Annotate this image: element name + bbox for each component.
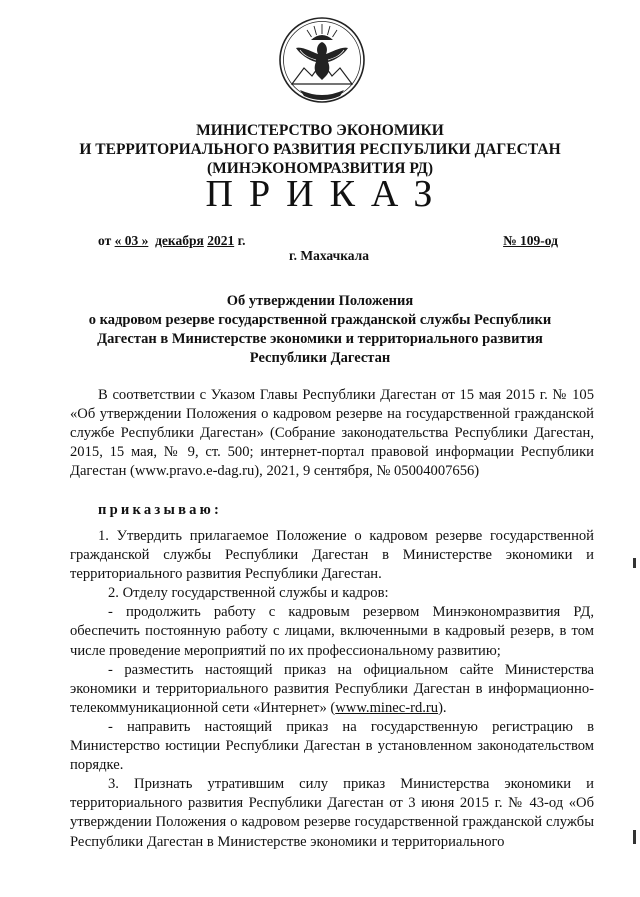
order-directive-word: приказываю: (98, 502, 223, 518)
item-2b-end: ). (438, 699, 447, 716)
item-2c: - направить настоящий приказ на государственную регистрацию в Министерство юстиции Республики Дагестан в установленном законодательством порядке. (70, 718, 594, 774)
order-date (98, 233, 246, 249)
preamble (70, 386, 594, 481)
scan-mark (633, 558, 636, 568)
document-title: ПРИКАЗ (205, 173, 449, 215)
item-2: 2. Отделу государственной службы и кадров: (108, 585, 389, 602)
date-day: « 03 » (114, 233, 149, 248)
item-2a: - продолжить работу с кадровым резервом Минэкономразвития РД, обеспечить постоянную работу с лицами, включенными в кадровый резерв, в том числе проведение мероприятий по их профессиональному развитию; (70, 604, 594, 659)
order-number: № 109-од (503, 233, 558, 248)
subject-line-4: Республики Дагестан (249, 350, 391, 366)
order-items (70, 527, 594, 852)
order-city: г. Махачкала (288, 248, 369, 263)
ministry-abbreviation: (МИНЭКОНОМРАЗВИТИЯ РД) (206, 160, 434, 177)
date-month: декабря (155, 233, 204, 248)
subject-line-3: Дагестан в Министерстве экономики и территориального развития (97, 331, 543, 347)
preamble-text: В соответствии с Указом Главы Республики Дагестан от 15 мая 2015 г. № 105 «Об утверждении Положения о кадровом резерве на государственной гражданской службе Республики Дагестан» (Собрание законодательства Республики Дагестан, 2015, 15 мая, № 9, ст. 500; интернет-портал правовой информации Республики Дагестан (www.pravo.e-dag.ru), 2021, 9 сентября, № 05004007656) (70, 387, 594, 480)
ministry-name-line-1: МИНИСТЕРСТВО ЭКОНОМИКИ (196, 122, 444, 139)
date-suffix: г. (234, 233, 246, 248)
item-2b-text: - разместить настоящий приказ на официальном сайте Министерства экономики и территориального развития Республики Дагестан в информационно-телекоммуникационной сети «Интернет» ( (70, 661, 594, 716)
coat-of-arms-emblem (278, 14, 366, 106)
minec-website-link[interactable]: www.minec-rd.ru (335, 699, 439, 716)
subject-line-1: Об утверждении Положения (226, 293, 414, 309)
date-year: 2021 (207, 233, 235, 248)
scan-mark (633, 830, 636, 844)
date-prefix: от (98, 233, 115, 248)
ministry-name-line-2: И ТЕРРИТОРИАЛЬНОГО РАЗВИТИЯ РЕСПУБЛИКИ ДАГЕСТАН (79, 141, 561, 158)
subject-line-2: о кадровом резерве государственной гражданской службы Республики (88, 312, 552, 328)
item-2b (70, 661, 594, 718)
item-3: 3. Признать утратившим силу приказ Министерства экономики и территориального развития Республики Дагестан от 3 июня 2015 г. № 43-од «Об утверждении Положения о кадровом резерве государственной гражданской службы Республики Дагестан в Министерстве экономики и территориального (70, 776, 594, 850)
item-1: 1. Утвердить прилагаемое Положение о кадровом резерве государственной гражданской службы Республики Дагестан в Министерстве экономики и территориального развития Республики Дагестан. (70, 528, 594, 583)
